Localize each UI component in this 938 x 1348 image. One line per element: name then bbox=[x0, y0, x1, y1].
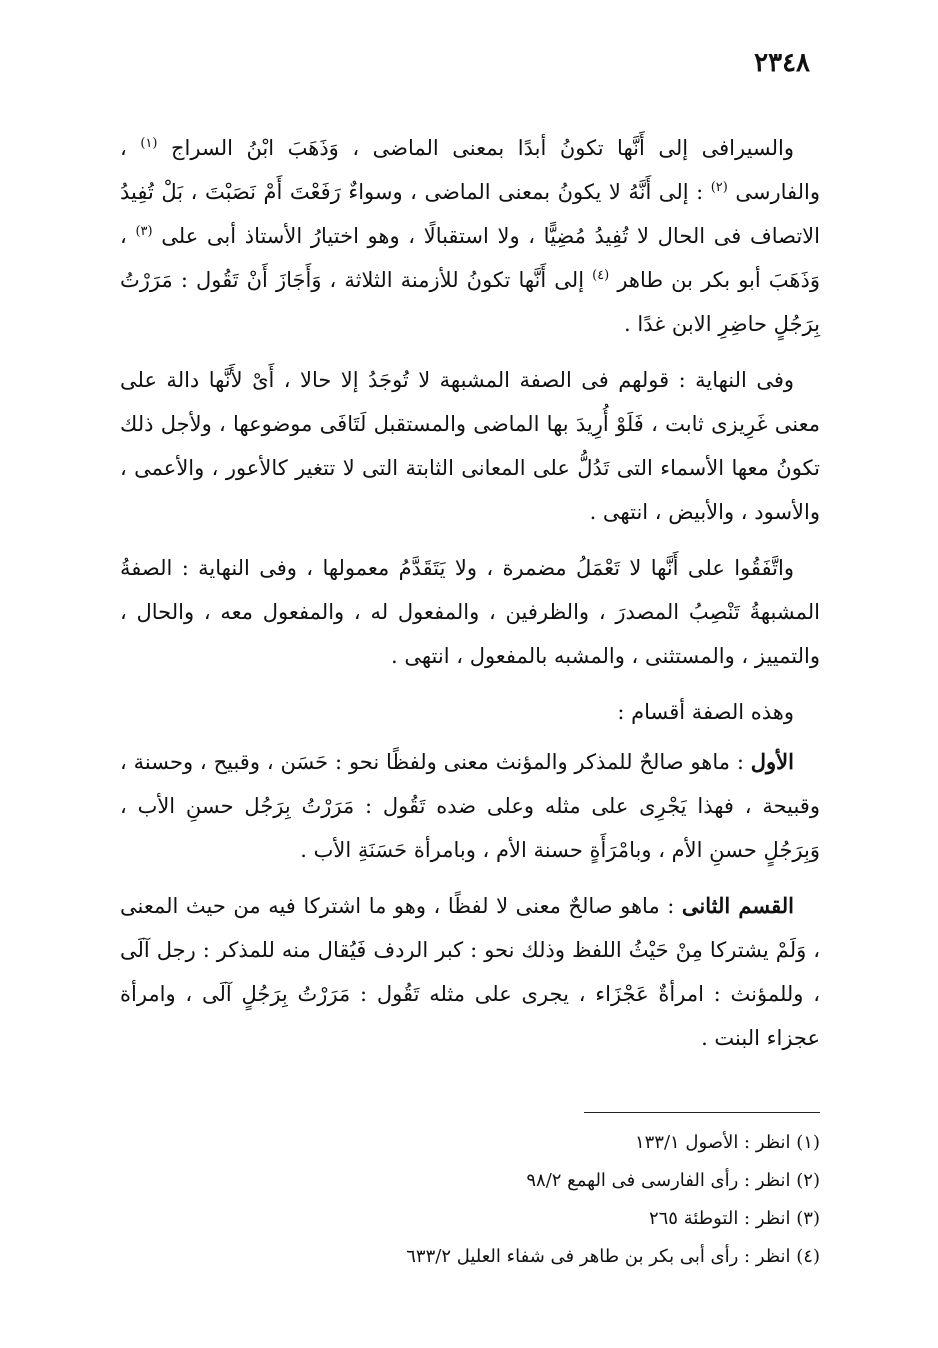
footnotes bbox=[300, 1124, 820, 1276]
text-segment: : ماهو صالحٌ معنى لا لفظًا ، وهو ما اشتركا فيه من حيث المعنى ، وَلَمْ يشتركا مِنْ حَيْثُ اللفظ وذلك نحو : كبر الردف فَيُقال منه للمذكر : رجل آلَى ، وللمؤنث : امرأةٌ عَجْزَاء ، يجرى على مثله تَقُول : مَرَرْتُ بِرَجُلٍ آلَى ، وامرأة عجزاء البنت . bbox=[120, 894, 820, 1050]
footnote-3: (٣) انظر : التوطئة ٢٦٥ bbox=[648, 1208, 820, 1229]
footnote-1: (١) انظر : الأصول ١٣٣/١ bbox=[634, 1132, 820, 1153]
text-segment: ، والفارسى bbox=[120, 136, 820, 204]
main-text bbox=[120, 126, 820, 1072]
text-segment: والسيرافى إلى أَنَّها تكونُ أبدًا بمعنى الماضى ، وَذَهَبَ ابْنُ السراج bbox=[157, 136, 795, 160]
text-segment: وفى النهاية : قولهم فى الصفة المشبهة لا تُوجَدُ إلا حالا ، أَىْ لأَنَّها دالة على معنى غَرِيزى ثابت ، فَلَوْ أُرِيدَ بها الماضى والمستقبل لَتَافَى موضوعها ، ولأجل ذلك تكونُ معها الأسماء التى تَدُلُّ على المعانى الثابتة التى لا تتغير كالأعور ، والأعمى ، والأسود ، والأبيض ، انتهى . bbox=[120, 368, 820, 524]
paragraph-second-division bbox=[120, 884, 820, 1060]
footnote-marker: (٣) bbox=[135, 224, 153, 239]
text-segment: ، وَذَهَبَ أبو بكر بن طاهر bbox=[120, 224, 820, 292]
footnote-divider bbox=[584, 1112, 820, 1113]
text-segment: وهذه الصفة أقسام : bbox=[617, 700, 794, 724]
paragraph-agreement bbox=[120, 546, 820, 678]
paragraph-first-division bbox=[120, 740, 820, 872]
paragraph-divisions-intro bbox=[120, 690, 820, 734]
footnote-2: (٢) انظر : رأى الفارسى فى الهمع ٩٨/٢ bbox=[526, 1170, 820, 1191]
footnote-marker: (٤) bbox=[592, 268, 610, 283]
text-segment: : ماهو صالحٌ للمذكر والمؤنث معنى ولفظًا نحو : حَسَن ، وقبيح ، وحسنة ، وقبيحة ، فهذا يَجْرِى على مثله وعلى ضده تَقُول : مَرَرْتُ بِرَجُل حسنِ الأب ، وَبِرَجُلٍ حسنِ الأم ، وبامْرَأَةٍ حسنة الأم ، وبامرأة حَسَنَةِ الأب . bbox=[120, 750, 820, 862]
text-segment: إلى أَنَّها تكونُ للأزمنة الثلاثة ، وَأَجَازَ أَنْ تَقُول : مَرَرْتُ بِرَجُلٍ حاضِرِ الابن غدًا . bbox=[120, 268, 820, 336]
footnote-4: (٤) انظر : رأى أبى بكر بن طاهر فى شفاء العليل ٦٣٣/٢ bbox=[406, 1246, 820, 1267]
section-heading: القسم الثانى bbox=[681, 893, 794, 918]
footnote-marker: (١) bbox=[140, 136, 158, 151]
page-number: ٢٣٤٨ bbox=[754, 48, 810, 78]
paragraph-nihaya bbox=[120, 358, 820, 534]
text-segment: واتَّفَقُوا على أَنَّها لا تَعْمَلُ مضمرة ، ولا يَتَقَدَّمُ معمولها ، وفى النهاية : الصفةُ المشبهةُ تَنْصِبُ المصدرَ ، والظرفين ، والمفعول له ، والمفعول معه ، والحال ، والتمييز ، والمستثنى ، والمشبه بالمفعول ، انتهى . bbox=[120, 556, 820, 668]
section-heading: الأول bbox=[750, 749, 794, 774]
text-segment: : إلى أَنَّهُ لا يكونُ بمعنى الماضى ، وسواءٌ رَفَعْتَ أَمْ نَصَبْتَ ، بَلْ تُفِيدُ الاتصاف فى الحال لا تُفِيدُ مُضِيًّا ، ولا استقبالًا ، وهو اختيارُ الأستاذ أبى على bbox=[120, 180, 820, 248]
footnote-marker: (٢) bbox=[710, 180, 728, 195]
paragraph-siraafi bbox=[120, 126, 820, 346]
